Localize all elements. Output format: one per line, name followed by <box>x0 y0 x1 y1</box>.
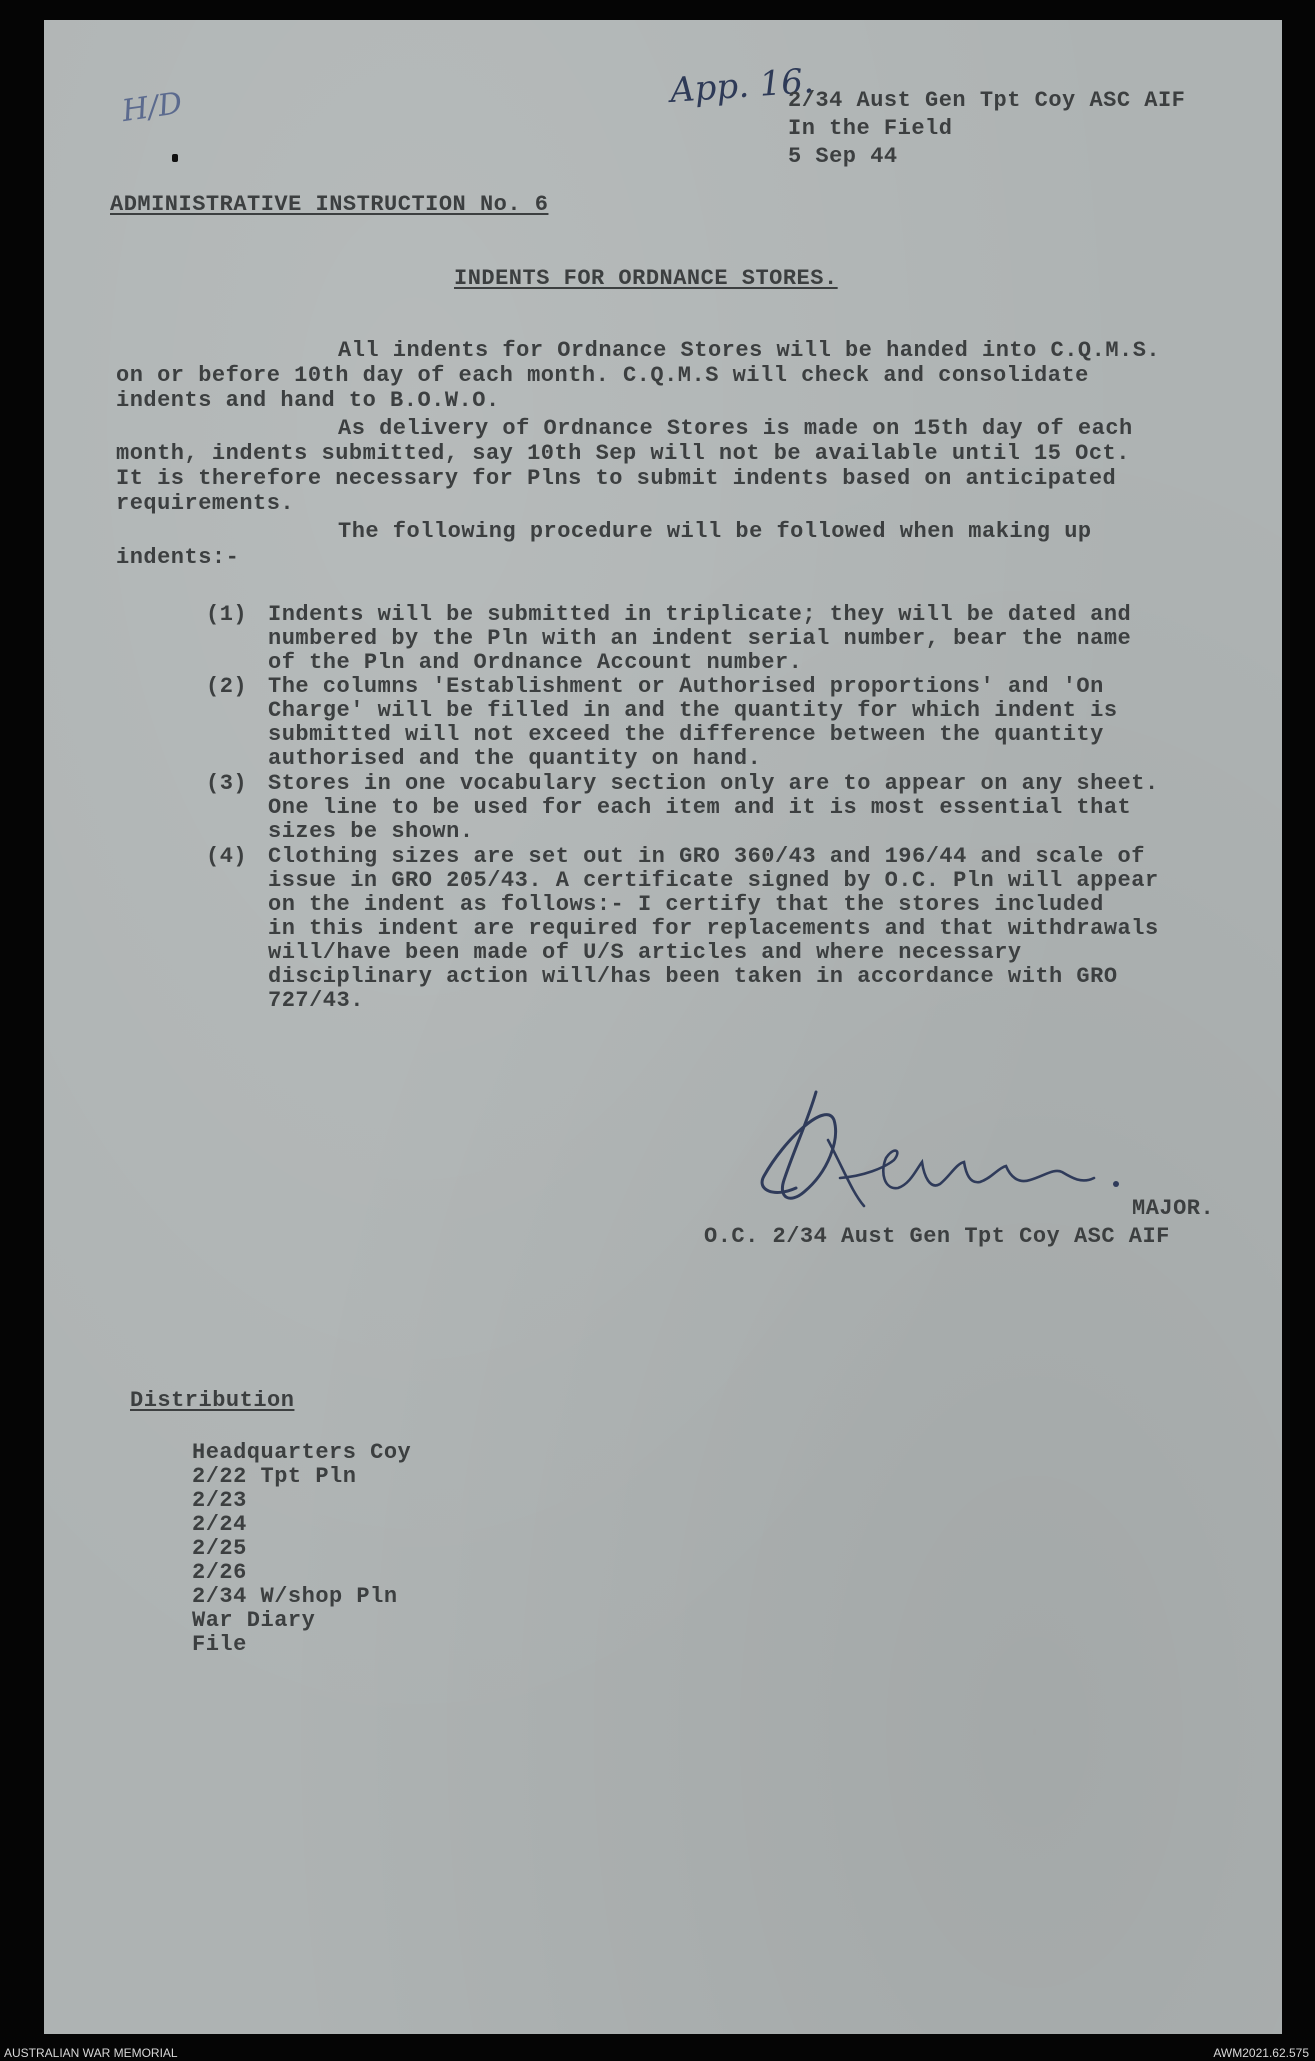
document-title: ADMINISTRATIVE INSTRUCTION No. 6 <box>110 192 549 217</box>
body-line: The following procedure will be followed when making up <box>338 519 1092 544</box>
distribution-item: 2/34 W/shop Pln <box>192 1584 398 1609</box>
item-line: will/have been made of U/S articles and where necessary <box>268 940 1022 965</box>
signature <box>744 1080 1164 1230</box>
document-page <box>44 20 1282 2034</box>
distribution-item: File <box>192 1632 247 1657</box>
item-line: Stores in one vocabulary section only are to appear on any sheet. <box>268 771 1159 796</box>
item-line: One line to be used for each item and it is most essential that <box>268 795 1132 820</box>
item-line: Clothing sizes are set out in GRO 360/43 and 196/44 and scale of <box>268 844 1145 869</box>
body-line: indents:- <box>116 545 240 570</box>
item-line: issue in GRO 205/43. A certificate signed by O.C. Pln will appear <box>268 868 1159 893</box>
item-line: Charge' will be filled in and the quantity for which indent is <box>268 698 1118 723</box>
item-line: on the indent as follows:- I certify that the stores included <box>268 892 1104 917</box>
item-number: (2) <box>206 674 248 699</box>
header-location: In the Field <box>788 116 953 141</box>
handwritten-appendix: App. 16. <box>668 61 816 111</box>
item-line: Indents will be submitted in triplicate; they will be dated and <box>268 602 1132 627</box>
item-line: sizes be shown. <box>268 819 474 844</box>
distribution-item: War Diary <box>192 1608 316 1633</box>
footer-accession: AWM2021.62.575 <box>1213 2046 1309 2060</box>
item-line: The columns 'Establishment or Authorised proportions' and 'On <box>268 674 1104 699</box>
item-number: (4) <box>206 844 248 869</box>
item-line: numbered by the Pln with an indent serial number, bear the name <box>268 626 1132 651</box>
punch-mark <box>172 154 178 162</box>
header-date: 5 Sep 44 <box>788 144 898 169</box>
body-line: month, indents submitted, say 10th Sep will not be available until 15 Oct. <box>116 441 1130 466</box>
body-line: It is therefore necessary for Plns to submit indents based on anticipated <box>116 466 1117 491</box>
distribution-item: 2/24 <box>192 1512 247 1537</box>
body-line: All indents for Ordnance Stores will be handed into C.Q.M.S. <box>338 338 1161 363</box>
handwritten-initials: H/D <box>119 85 185 130</box>
distribution-item: 2/22 Tpt Pln <box>192 1464 357 1489</box>
item-line: authorised and the quantity on hand. <box>268 746 762 771</box>
item-line: in this indent are required for replacements and that withdrawals <box>268 916 1159 941</box>
item-line: submitted will not exceed the difference between the quantity <box>268 722 1104 747</box>
item-line: disciplinary action will/has been taken in accordance with GRO <box>268 964 1118 989</box>
footer-institution: AUSTRALIAN WAR MEMORIAL <box>4 2046 178 2060</box>
item-line: 727/43. <box>268 988 364 1013</box>
item-number: (3) <box>206 771 248 796</box>
signatory-appointment: O.C. 2/34 Aust Gen Tpt Coy ASC AIF <box>704 1224 1170 1249</box>
signatory-rank: MAJOR. <box>1132 1196 1215 1221</box>
distribution-item: 2/25 <box>192 1536 247 1561</box>
body-line: As delivery of Ordnance Stores is made on 15th day of each <box>338 416 1133 441</box>
header-unit: 2/34 Aust Gen Tpt Coy ASC AIF <box>788 88 1186 113</box>
distribution-heading: Distribution <box>130 1388 295 1413</box>
body-line: on or before 10th day of each month. C.Q.M.S will check and consolidate <box>116 363 1089 388</box>
body-line: requirements. <box>116 491 295 516</box>
distribution-item: 2/26 <box>192 1560 247 1585</box>
distribution-item: Headquarters Coy <box>192 1440 412 1465</box>
document-subtitle: INDENTS FOR ORDNANCE STORES. <box>454 266 838 291</box>
distribution-item: 2/23 <box>192 1488 247 1513</box>
item-line: of the Pln and Ordnance Account number. <box>268 650 803 675</box>
body-line: indents and hand to B.O.W.O. <box>116 388 500 413</box>
item-number: (1) <box>206 602 248 627</box>
